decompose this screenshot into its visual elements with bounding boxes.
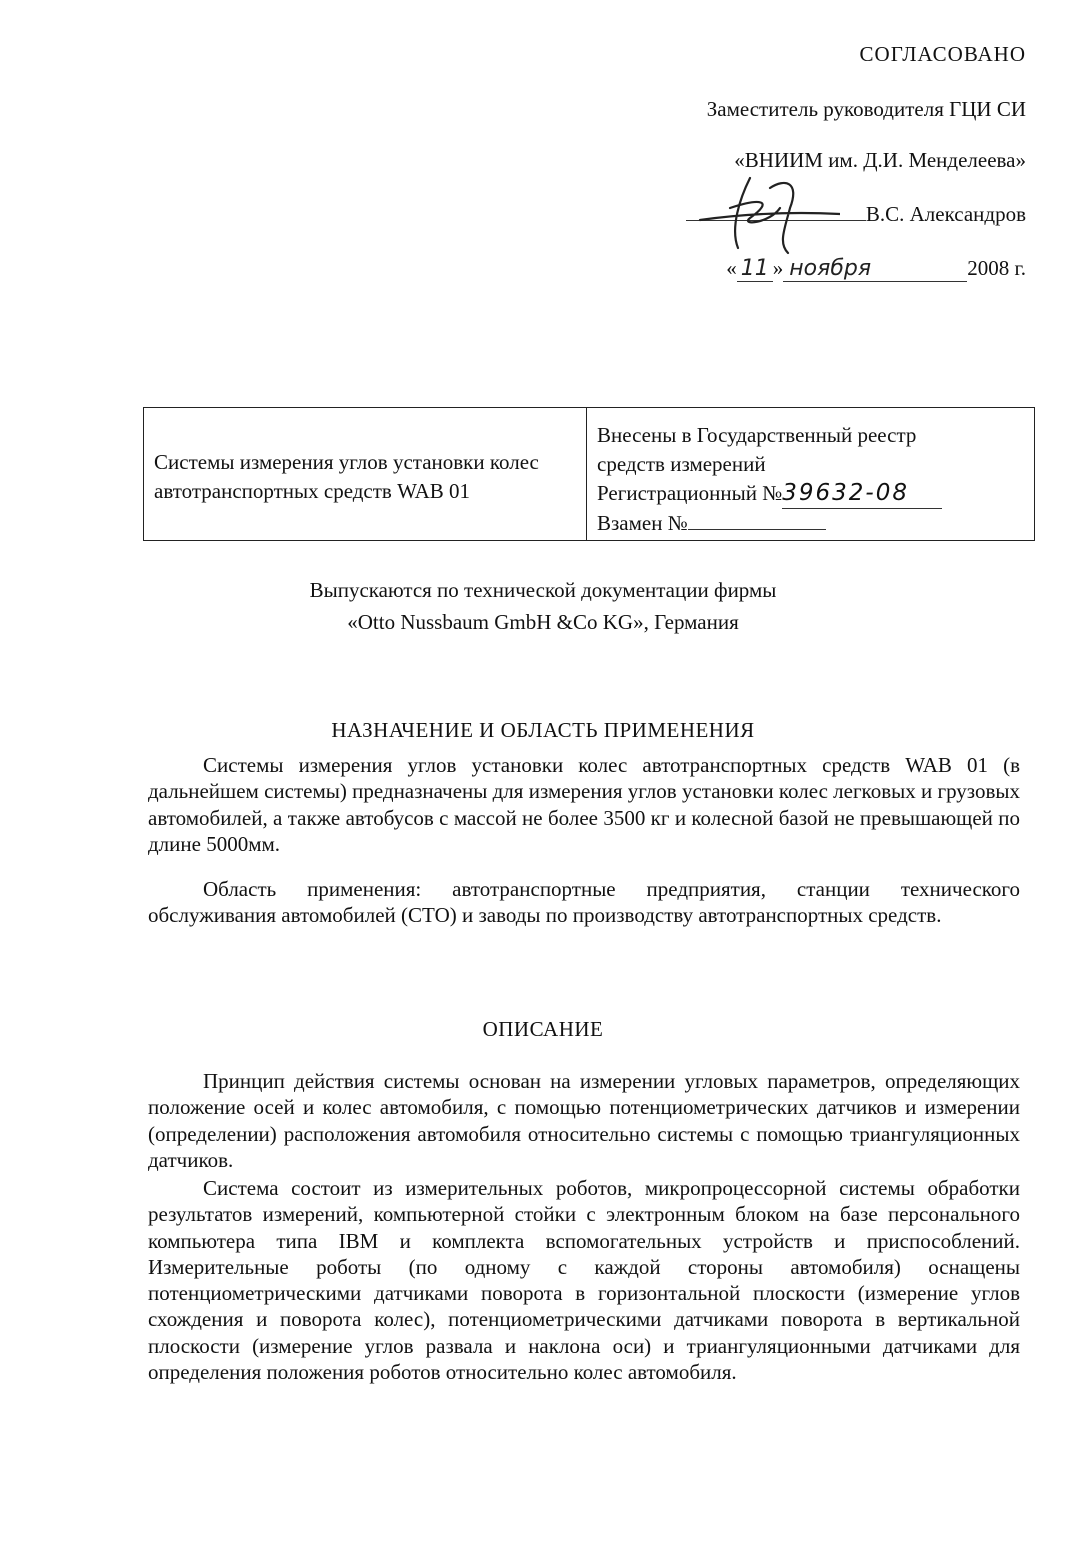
approver-position: Заместитель руководителя ГЦИ СИ bbox=[706, 97, 1026, 121]
purpose-paragraph-1: Системы измерения углов установки колес автотранспортных средств WAB 01 (в дальнейшем системы) предназначены для измерения углов установки колес легковых и грузовых автомобилей, а также автобусов с массой не более 3500 кг и колесной базой не превышающей по длине 5000мм. bbox=[148, 753, 1020, 856]
approver-organization: «ВНИИМ им. Д.И. Менделеева» bbox=[734, 148, 1026, 172]
date-open-quote: « bbox=[726, 256, 737, 280]
date-day: 11 bbox=[737, 256, 773, 282]
registry-line1: Внесены в Государственный реестр bbox=[597, 423, 917, 447]
description-paragraph-1: Принцип действия системы основан на измерении угловых параметров, определяющих положение осей и колес автомобиля, с помощью потенциометрических датчиков и измерении (определении) расположения автомобиля относительно системы с помощью триангуляционных датчиков. bbox=[148, 1069, 1020, 1172]
date-year: 2008 г. bbox=[967, 256, 1026, 280]
issued-line1: Выпускаются по технической документации фирмы bbox=[309, 578, 777, 602]
replace-row bbox=[597, 509, 1034, 538]
purpose-paragraph-2: Область применения: автотранспортные предприятия, станции технического обслуживания автомобилей (СТО) и заводы по производству автотранспортных средств. bbox=[148, 877, 1020, 928]
product-name: Системы измерения углов установки колес автотранспортных средств WAB 01 bbox=[154, 450, 539, 503]
date-month: ноября bbox=[783, 256, 967, 282]
approval-date bbox=[726, 256, 1026, 282]
registry-product-cell bbox=[144, 408, 587, 540]
approval-title: СОГЛАСОВАНО bbox=[859, 42, 1026, 66]
description-paragraph-2: Система состоит из измерительных роботов, микропроцессорной системы обработки результатов измерений, компьютерной стойки с электронным блоком на базе персонального компьютера типа IBM и комплекта вспомогательных устройств и приспособлений. Измерительные роботы (по одному с каждой стороны автомобиля) оснащены потенциометрическими датчиками поворота в горизонтальной плоскости (измерение углов схождения и поворота колес), потенциометрическими датчиками поворота в вертикальной плоскости (измерение углов развала и наклона оси) и триангуляционными датчиками для определения положения роботов относительно колес автомобиля. bbox=[148, 1176, 1020, 1385]
handwritten-signature bbox=[690, 168, 840, 258]
registry-table bbox=[143, 407, 1035, 541]
date-close-quote: » bbox=[772, 256, 784, 280]
description-heading: ОПИСАНИЕ bbox=[482, 1017, 604, 1041]
registry-info-cell bbox=[587, 408, 1034, 540]
approver-name: В.С. Александров bbox=[865, 202, 1026, 226]
registration-number-row bbox=[597, 479, 1034, 509]
registry-line2: средств измерений bbox=[597, 452, 766, 476]
issued-line2: «Otto Nussbaum GmbH &Co KG», Германия bbox=[347, 610, 739, 634]
replace-label: Взамен № bbox=[597, 511, 688, 535]
replace-underline bbox=[688, 511, 826, 530]
registration-label: Регистрационный № bbox=[597, 481, 783, 505]
purpose-heading: НАЗНАЧЕНИЕ И ОБЛАСТЬ ПРИМЕНЕНИЯ bbox=[331, 718, 755, 742]
registration-number: 39632-08 bbox=[782, 479, 942, 509]
